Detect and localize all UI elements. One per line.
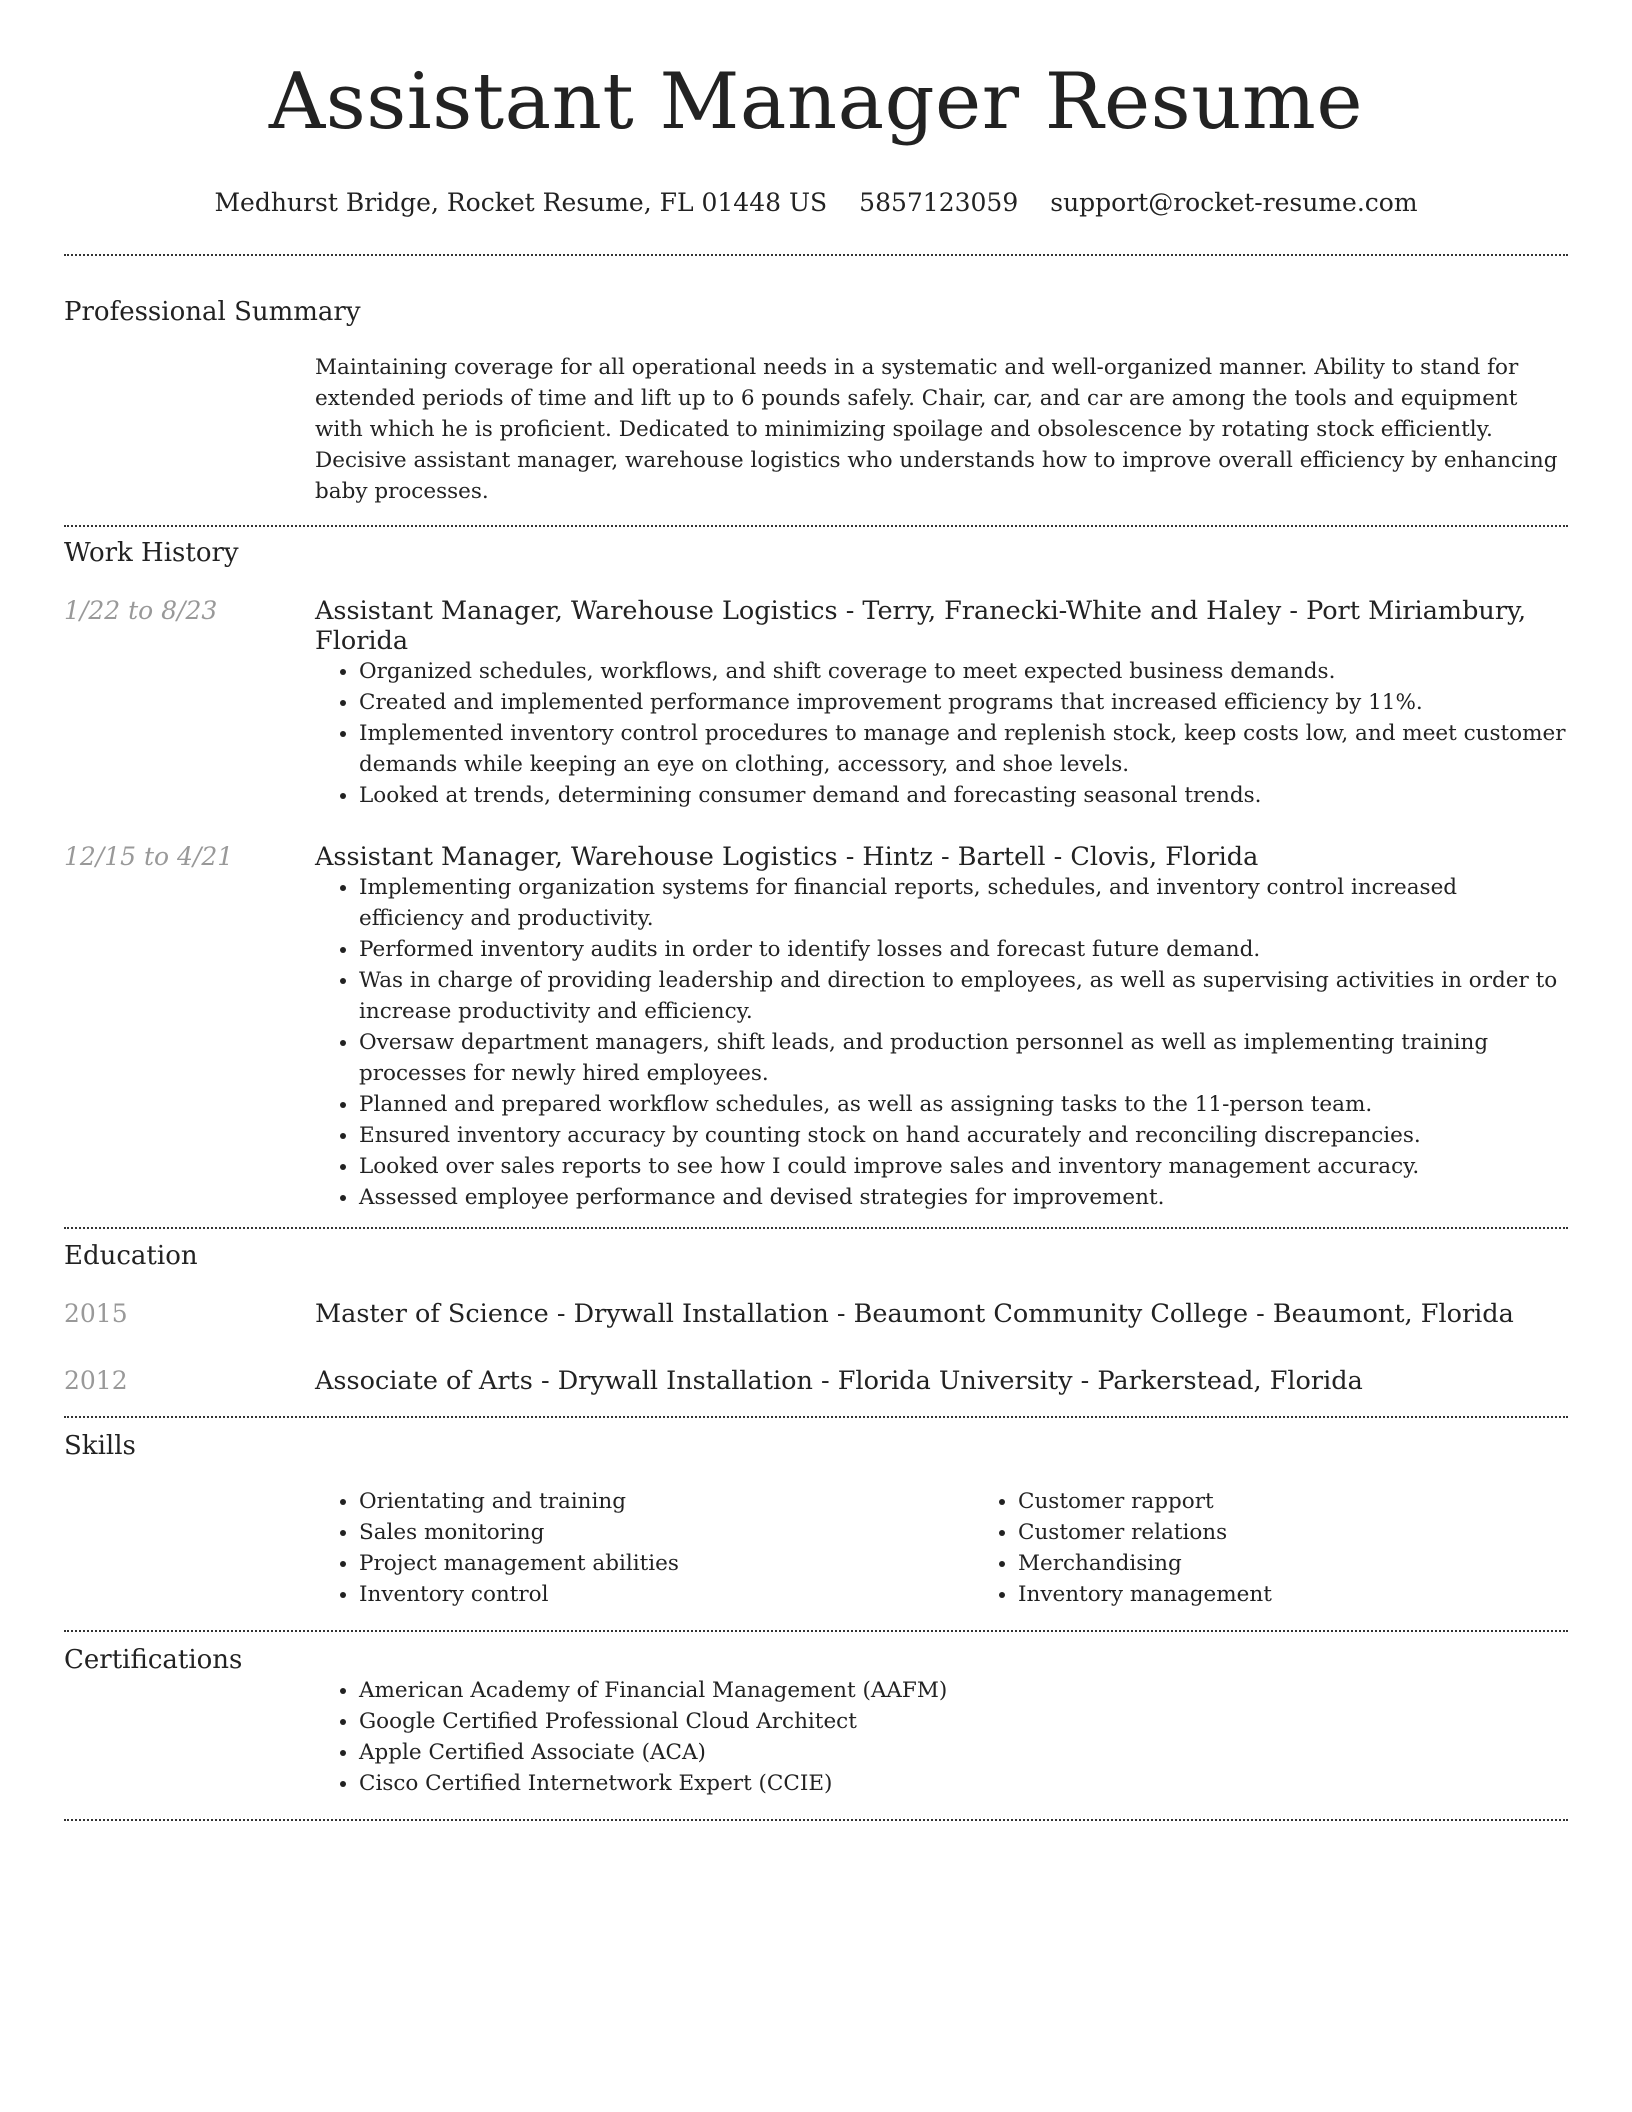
separator: - [1248,1299,1273,1329]
list-item: • Created and implemented performance improvement programs that increased efficiency by 11%. [359,687,1568,718]
contact-phone: 5857123059 [859,188,1019,217]
section-title-certifications: Certifications [64,1645,243,1675]
education-heading [315,1299,1514,1329]
job-role: Assistant Manager, Warehouse Logistics [315,596,838,626]
job-location: Port Miriambury, Florida [315,596,1527,656]
education-degree: Master of Science [315,1299,549,1329]
education-location: Parkerstead, Florida [1097,1366,1363,1396]
list-item: • Assessed employee performance and devised strategies for improvement. [359,1182,1568,1213]
list-item: • Project management abilities [359,1548,974,1579]
divider [64,1819,1568,1821]
certifications-list [315,1675,1568,1799]
list-item: • Google Certified Professional Cloud Architect [359,1706,1568,1737]
divider [64,1630,1568,1632]
job-company: Terry, Franecki-White and Haley [862,596,1282,626]
list-item: • Merchandising [1018,1548,1632,1579]
divider [64,1227,1568,1229]
list-item: • Inventory management [1018,1579,1632,1610]
skills-column-right [974,1486,1632,1610]
list-item: • Looked over sales reports to see how I could improve sales and inventory management accuracy. [359,1151,1568,1182]
divider [64,525,1568,527]
separator: - [812,1366,838,1396]
list-item: • Customer relations [1018,1517,1632,1548]
list-item: • Ensured inventory accuracy by counting stock on hand accurately and reconciling discrepancies. [359,1120,1568,1151]
list-item: • Performed inventory audits in order to identify losses and forecast future demand. [359,934,1568,965]
separator: - [548,1299,574,1329]
list-item: • Implemented inventory control procedures to manage and replenish stock, keep costs low, and meet customer demands while keeping an eye on clothing, accessory, and shoe levels. [359,718,1568,780]
separator: - [837,842,863,872]
section-title-skills: Skills [64,1431,136,1461]
skills-column-left [315,1486,974,1610]
divider [64,1416,1568,1418]
list-item: • American Academy of Financial Management (AAFM) [359,1675,1568,1706]
summary-text: Maintaining coverage for all operational needs in a systematic and well-organized manner. Ability to stand for extended periods of time and lift up to 6 pounds safely. Chair, car, and car are among the tools and equipment with which he is proficient. Dedicated to minimizing spoilage and obsolescence by rotating stock efficiently. Decisive assistant manager, warehouse logistics who understands how to improve overall efficiency by enhancing baby processes. [315,355,1558,504]
education-year: 2015 [64,1299,128,1328]
contact-address: Medhurst Bridge, Rocket Resume, FL 01448 US [214,188,828,217]
section-title-education: Education [64,1241,198,1271]
list-item: • Cisco Certified Internetwork Expert (CCIE) [359,1768,1568,1799]
contact-email: support@rocket-resume.com [1050,188,1418,217]
divider [64,254,1568,256]
section-title-work-history: Work History [64,538,239,568]
separator: - [837,596,863,626]
list-item: • Looked at trends, determining consumer demand and forecasting seasonal trends. [359,780,1568,811]
education-year: 2012 [64,1366,128,1395]
list-item: • Customer rapport [1018,1486,1632,1517]
section-title-summary: Professional Summary [64,297,361,327]
list-item: • Implementing organization systems for financial reports, schedules, and inventory control increased efficiency and productivity. [359,872,1568,934]
list-item: • Planned and prepared workflow schedules, as well as assigning tasks to the 11-person team. [359,1089,1568,1120]
job-entry [64,596,1568,656]
separator: - [1072,1366,1098,1396]
education-field: Drywall Installation [573,1299,829,1329]
job-bullets [315,656,1568,811]
job-location: Clovis, Florida [1070,842,1259,872]
job-dates: 1/22 to 8/23 [64,596,218,625]
education-entry [64,1299,1568,1329]
separator: - [532,1366,558,1396]
job-heading [315,596,1568,656]
separator: - [1045,842,1071,872]
education-entry [64,1366,1568,1396]
job-company: Hintz - Bartell [862,842,1046,872]
skills-grid [315,1486,1568,1610]
education-field: Drywall Installation [557,1366,813,1396]
job-role: Assistant Manager, Warehouse Logistics [315,842,838,872]
education-location: Beaumont, Florida [1272,1299,1514,1329]
job-dates: 12/15 to 4/21 [64,842,234,871]
contact-line [64,188,1568,218]
list-item: • Organized schedules, workflows, and shift coverage to meet expected business demands. [359,656,1568,687]
separator: - [828,1299,854,1329]
education-degree: Associate of Arts [315,1366,533,1396]
job-entry [64,842,1568,872]
list-item: • Sales monitoring [359,1517,974,1548]
resume-title: Assistant Manager Resume [268,57,1364,147]
job-heading [315,842,1258,872]
education-school: Beaumont Community College [853,1299,1249,1329]
list-item: • Apple Certified Associate (ACA) [359,1737,1568,1768]
education-school: Florida University [837,1366,1073,1396]
list-item: • Was in charge of providing leadership and direction to employees, as well as supervising activities in order to increase productivity and efficiency. [359,965,1568,1027]
education-heading [315,1366,1363,1396]
list-item: • Inventory control [359,1579,974,1610]
list-item: • Oversaw department managers, shift leads, and production personnel as well as implementing training processes for newly hired employees. [359,1027,1568,1089]
job-bullets [315,872,1568,1213]
separator: - [1281,596,1307,626]
list-item: • Orientating and training [359,1486,974,1517]
